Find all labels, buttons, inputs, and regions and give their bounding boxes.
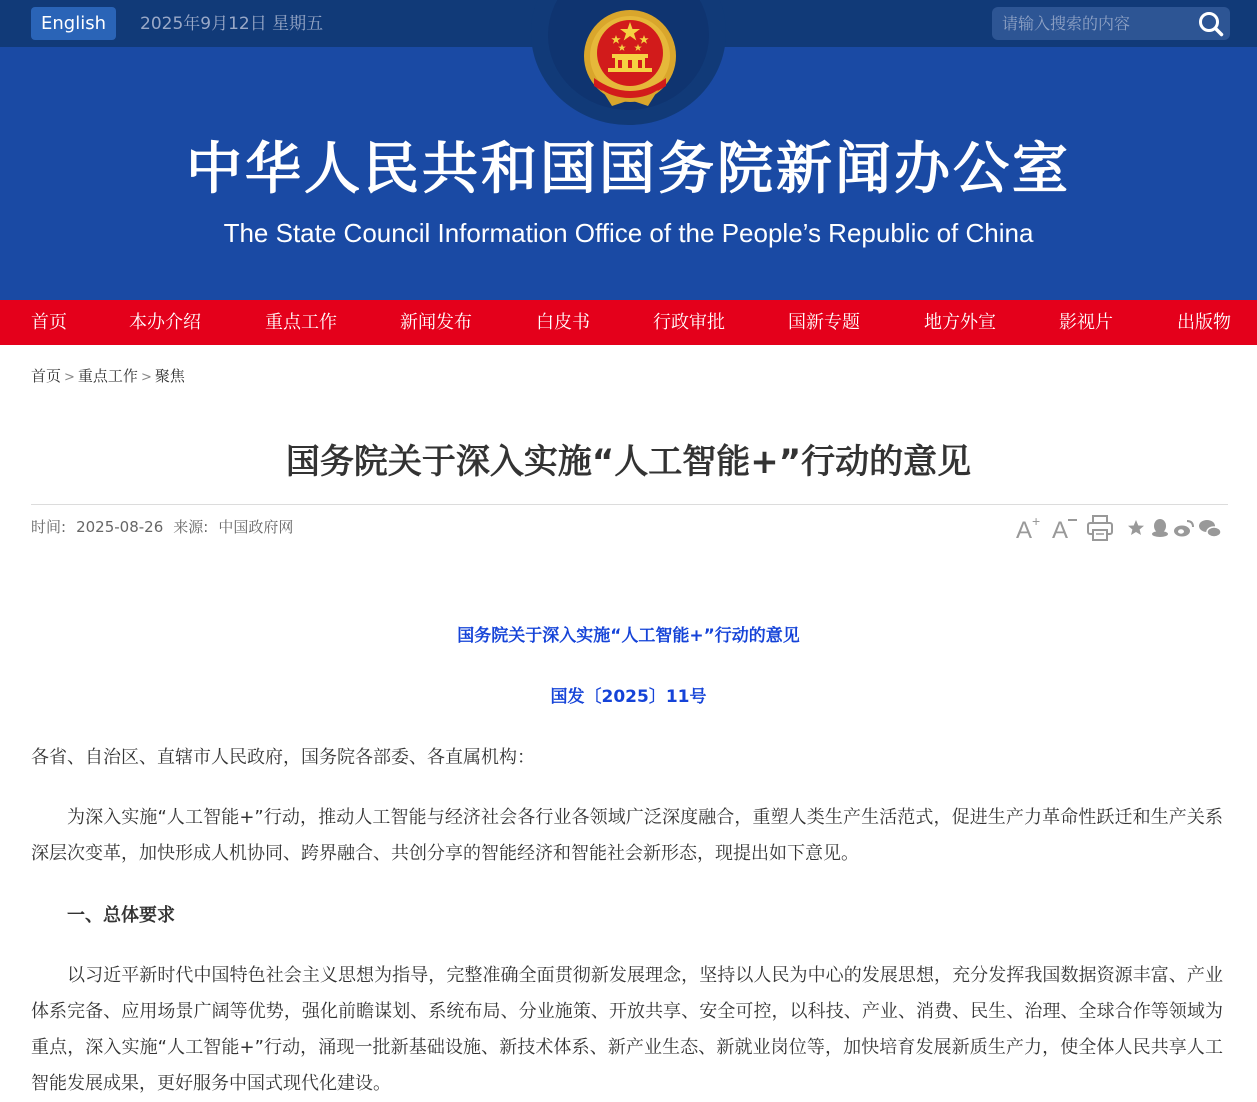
article-tools	[1014, 513, 1224, 543]
paragraph-intro: 为深入实施“人工智能+”行动，推动人工智能与经济社会各行业各领域广泛深度融合，重塑人类生产生活范式，促进生产力革命性跃迁和生产关系深层次变革，加快形成人机协同、跨界融合、共创分享的智能经济和智能社会新形态，现提出如下意见。	[31, 807, 1223, 864]
document-number: 国发〔2025〕11号	[550, 687, 707, 707]
publish-date: 2025-08-26	[76, 518, 164, 536]
source-value: 中国政府网	[218, 518, 294, 536]
breadcrumb	[31, 364, 185, 388]
paragraph-general-requirements: 以习近平新时代中国特色社会主义思想为指导，完整准确全面贯彻新发展理念，坚持以人民为中心的发展思想，充分发挥我国数据资源丰富、产业体系完备、应用场景广阔等优势，强化前瞻谋划、系统布局、分业施策、开放共享、安全可控，以科技、产业、消费、民生、治理、全球合作等领域为重点，深入实施“人工智能+”行动，涌现一批新基础设施、新技术体系、新产业生态、新就业岗位等，加快培育发展新质生产力，使全体人民共享人工智能发展成果，更好服务中国式现代化建设。	[31, 965, 1223, 1094]
title-divider	[31, 504, 1228, 505]
breadcrumb-focus[interactable]: 聚焦	[154, 367, 185, 385]
breadcrumb-key-work[interactable]: 重点工作	[77, 367, 138, 385]
favorite-icon[interactable]	[1126, 513, 1146, 543]
english-button[interactable]: English	[31, 7, 116, 40]
nav-item-press[interactable]: 新闻发布	[400, 312, 472, 333]
breadcrumb-separator: >	[64, 370, 75, 385]
nav-item-publications[interactable]: 出版物	[1177, 312, 1231, 333]
font-decrease-icon[interactable]	[1050, 513, 1080, 543]
svg-text:A: A	[1052, 517, 1069, 544]
site-title-en: The State Council Information Office of the People’s Republic of China	[223, 218, 1034, 248]
font-increase-icon[interactable]	[1014, 513, 1044, 543]
document-title: 国务院关于深入实施“人工智能+”行动的意见	[457, 626, 800, 646]
source-label: 来源:	[173, 518, 209, 536]
site-title-cn: 中华人民共和国国务院新闻办公室	[186, 137, 1071, 202]
svg-text:+: +	[1032, 513, 1041, 529]
breadcrumb-separator: >	[140, 370, 152, 385]
search-input[interactable]	[992, 7, 1192, 40]
nav-item-local[interactable]: 地方外宣	[924, 312, 996, 333]
svg-text:A: A	[1016, 517, 1033, 544]
print-icon[interactable]	[1086, 513, 1114, 543]
main-nav	[0, 300, 1257, 345]
nav-item-admin-approval[interactable]: 行政审批	[653, 312, 725, 333]
nav-item-films[interactable]: 影视片	[1059, 312, 1113, 333]
weibo-share-icon[interactable]	[1173, 513, 1195, 543]
wechat-share-icon[interactable]	[1198, 513, 1222, 543]
nav-item-key-work[interactable]: 重点工作	[265, 312, 337, 333]
qq-share-icon[interactable]	[1150, 513, 1170, 543]
nav-item-topics[interactable]: 国新专题	[788, 312, 860, 333]
article-meta	[31, 515, 293, 539]
nav-item-about[interactable]: 本办介绍	[129, 312, 201, 333]
search-box	[992, 7, 1230, 40]
time-label: 时间:	[31, 518, 67, 536]
current-date: 2025年9月12日 星期五	[140, 14, 324, 34]
site-header	[0, 0, 1257, 300]
breadcrumb-home[interactable]: 首页	[31, 367, 62, 385]
national-emblem-icon[interactable]	[582, 8, 678, 112]
nav-item-white-papers[interactable]: 白皮书	[536, 312, 590, 333]
article-title: 国务院关于深入实施“人工智能+”行动的意见	[285, 442, 972, 482]
nav-item-home[interactable]: 首页	[31, 312, 67, 333]
addressee: 各省、自治区、直辖市人民政府，国务院各部委、各直属机构：	[31, 747, 535, 768]
section-heading: 一、总体要求	[67, 905, 175, 926]
search-icon[interactable]	[1197, 10, 1225, 38]
